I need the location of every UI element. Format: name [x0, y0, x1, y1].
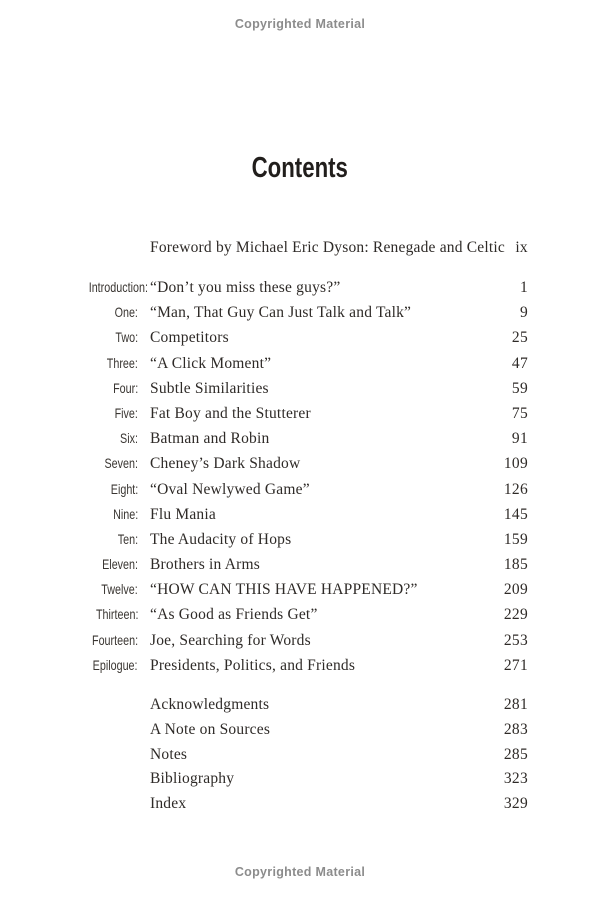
page-title — [0, 150, 600, 191]
page-number: 9 — [519, 304, 528, 322]
chapter-title: “A Click Moment” — [150, 354, 272, 372]
chapter-title: Notes — [150, 745, 188, 763]
page-number: 283 — [503, 720, 528, 738]
toc-row-backmatter-4 — [72, 792, 528, 817]
page-number: 281 — [503, 696, 528, 713]
page-number: 126 — [503, 480, 528, 498]
foreword-title: Foreword by Michael Eric Dyson: Renegade and Celtic — [150, 239, 505, 256]
chapter-label — [72, 653, 138, 678]
chapter-title: A Note on Sources — [150, 720, 271, 738]
page-number: ix — [515, 239, 528, 256]
toc-row-chapter-8 — [72, 477, 528, 502]
chapter-title: “HOW CAN THIS HAVE HAPPENED?” — [150, 581, 418, 599]
page-number: 25 — [511, 329, 528, 347]
toc-row-backmatter-3 — [72, 767, 528, 792]
page-number: 75 — [511, 404, 528, 422]
chapter-label — [72, 275, 148, 300]
chapter-title: “Oval Newlywed Game” — [150, 480, 310, 498]
chapter-title: Presidents, Politics, and Friends — [150, 656, 356, 674]
page-number: 109 — [503, 455, 528, 473]
page-number: 159 — [503, 530, 528, 548]
toc-row-chapter-0 — [72, 275, 528, 300]
chapter-title: Fat Boy and the Stutterer — [150, 404, 311, 422]
chapter-label-text: Five: — [114, 405, 138, 421]
page-number: 285 — [503, 745, 528, 763]
chapter-list — [72, 275, 528, 678]
toc-row-chapter-11 — [72, 552, 528, 577]
chapter-label — [72, 628, 138, 653]
foreword-section — [72, 235, 528, 260]
chapter-title: Acknowledgments — [150, 696, 270, 713]
copyright-notice-top: Copyrighted Material — [234, 17, 366, 31]
chapter-label-text: Six: — [120, 431, 138, 447]
toc-row-chapter-3 — [72, 351, 528, 376]
chapter-label — [72, 351, 138, 376]
page-number: 271 — [503, 656, 528, 674]
chapter-label-text: Eleven: — [102, 557, 138, 573]
page-number: 185 — [503, 556, 528, 574]
chapter-label-text: Introduction: — [88, 280, 148, 295]
toc-row-chapter-1 — [72, 300, 528, 325]
chapter-label — [72, 426, 138, 451]
page-title-text: Contents — [251, 152, 349, 184]
chapter-title: Subtle Similarities — [150, 379, 269, 397]
chapter-label — [72, 577, 138, 602]
toc-row-chapter-5 — [72, 401, 528, 426]
chapter-label-text: Eight: — [110, 481, 138, 497]
chapter-label — [72, 602, 138, 627]
chapter-label — [72, 477, 138, 502]
toc-row-foreword — [72, 235, 528, 260]
toc-row-chapter-4 — [72, 376, 528, 401]
page-number: 1 — [519, 279, 528, 296]
copyright-notice-bottom: Copyrighted Material — [234, 865, 366, 879]
toc-row-chapter-13 — [72, 602, 528, 627]
toc-row-chapter-7 — [72, 451, 528, 476]
chapter-title: Competitors — [150, 329, 229, 347]
back-matter-list — [72, 693, 528, 817]
toc-row-backmatter-0 — [72, 693, 528, 718]
page-number: 91 — [511, 430, 528, 448]
toc-row-chapter-6 — [72, 426, 528, 451]
toc-row-chapter-9 — [72, 502, 528, 527]
page-number: 229 — [503, 606, 528, 624]
chapter-title: “Man, That Guy Can Just Talk and Talk” — [150, 304, 412, 322]
toc-row-chapter-15 — [72, 653, 528, 678]
chapter-label-text: Thirteen: — [95, 607, 138, 623]
page-number: 209 — [503, 581, 528, 599]
chapter-label — [72, 376, 138, 401]
chapter-label-text: Two: — [115, 330, 138, 346]
page-number: 59 — [511, 379, 528, 397]
chapter-label-text: Four: — [112, 380, 138, 396]
chapter-label — [72, 451, 138, 476]
chapter-title: “As Good as Friends Get” — [150, 606, 318, 624]
chapter-label — [72, 502, 138, 527]
toc-row-chapter-2 — [72, 325, 528, 350]
chapter-label-text: Ten: — [117, 531, 138, 547]
page-number: 323 — [503, 770, 528, 788]
page-number: 329 — [503, 795, 528, 813]
chapter-title: “Don’t you miss these guys?” — [150, 279, 341, 296]
chapter-label-text: Nine: — [112, 506, 138, 522]
chapter-title: The Audacity of Hops — [150, 530, 292, 548]
toc-row-backmatter-1 — [72, 718, 528, 743]
chapter-title: Flu Mania — [150, 505, 216, 523]
chapter-title: Index — [150, 795, 187, 813]
chapter-label — [72, 527, 138, 552]
chapter-label-text: Twelve: — [101, 582, 138, 598]
chapter-label — [72, 401, 138, 426]
page-number: 253 — [503, 631, 528, 649]
chapter-title: Bibliography — [150, 770, 235, 788]
page-number: 47 — [511, 354, 528, 372]
chapter-label — [72, 300, 138, 325]
chapter-title: Cheney’s Dark Shadow — [150, 455, 301, 473]
toc-row-chapter-14 — [72, 628, 528, 653]
toc-row-chapter-10 — [72, 527, 528, 552]
page-number: 145 — [503, 505, 528, 523]
chapter-label — [72, 552, 138, 577]
chapter-title: Batman and Robin — [150, 430, 270, 448]
chapter-title: Brothers in Arms — [150, 556, 260, 574]
toc-row-backmatter-2 — [72, 743, 528, 768]
chapter-title: Joe, Searching for Words — [150, 631, 311, 649]
toc-row-chapter-12 — [72, 577, 528, 602]
chapter-label-text: Fourteen: — [91, 632, 138, 648]
chapter-label — [72, 325, 138, 350]
chapter-label-text: Three: — [106, 355, 138, 371]
chapter-label-text: Epilogue: — [93, 657, 138, 673]
chapter-label-text: Seven: — [104, 456, 138, 472]
chapter-label-text: One: — [114, 305, 138, 321]
